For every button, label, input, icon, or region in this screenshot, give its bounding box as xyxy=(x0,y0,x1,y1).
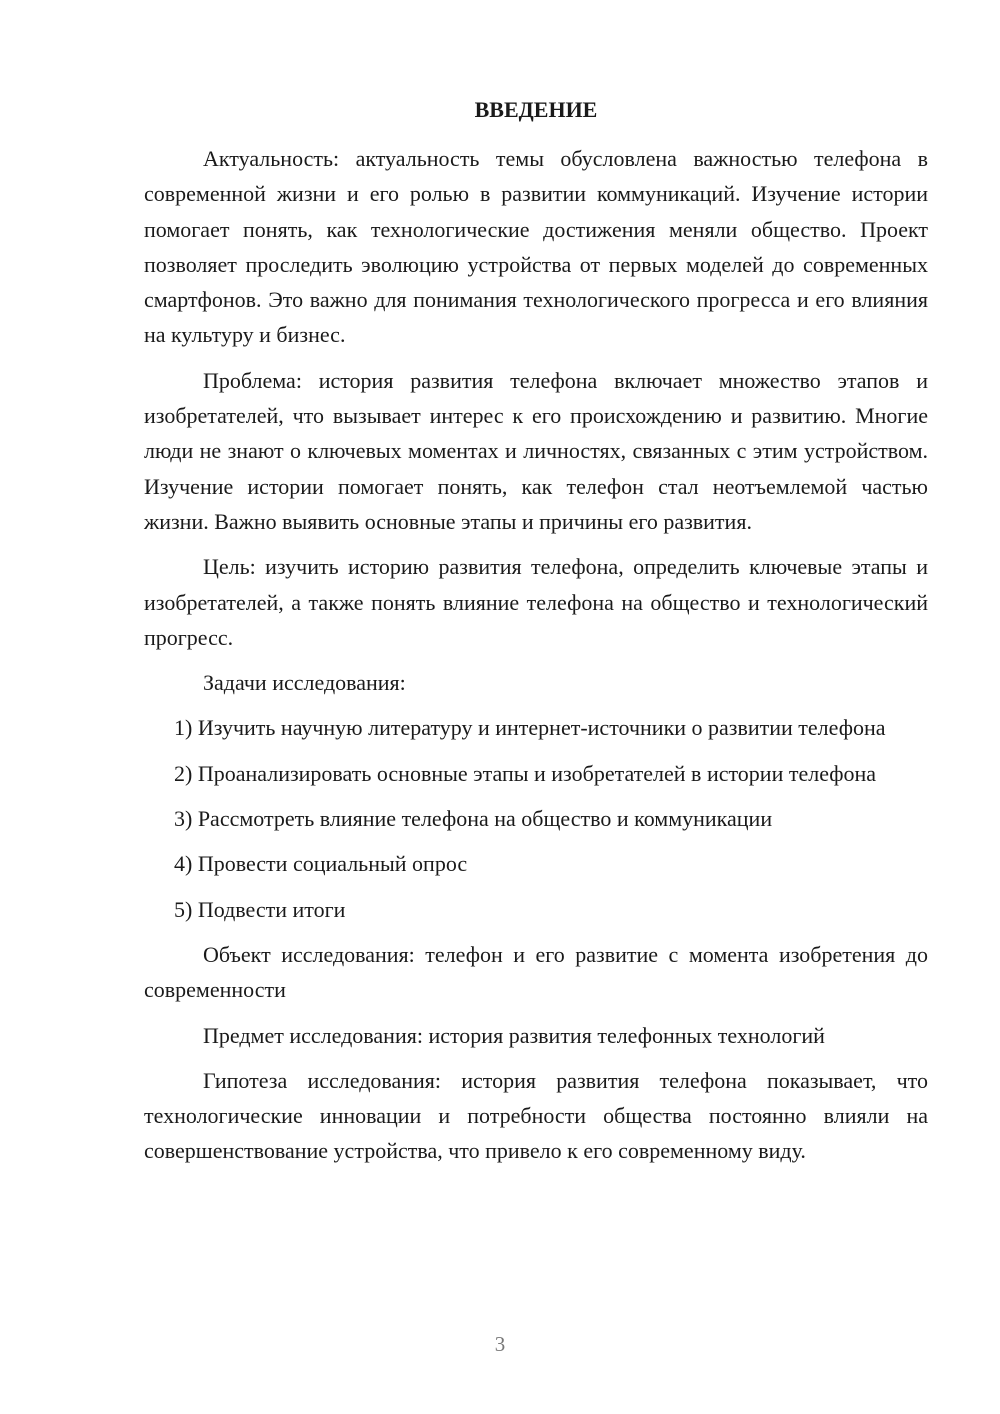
task-item-4: 4) Провести социальный опрос xyxy=(174,851,468,877)
section-title: ВВЕДЕНИЕ xyxy=(474,97,598,122)
paragraph-object: Объект исследования: телефон и его развитие с момента изобретения до современности xyxy=(144,941,928,1003)
page-content xyxy=(144,92,928,1179)
paragraph-tasks-heading: Задачи исследования: xyxy=(203,670,406,696)
page-number: 3 xyxy=(494,1332,506,1356)
paragraph-goal: Цель: изучить историю развития телефона, определить ключевые этапы и изобретателей, а также понять влияние телефона на общество и технологический прогресс. xyxy=(144,554,928,650)
paragraph-subject: Предмет исследования: история развития телефонных технологий xyxy=(203,1022,825,1048)
task-item-1: 1) Изучить научную литературу и интернет-источники о развитии телефона xyxy=(174,715,886,741)
paragraph-problem: Проблема: история развития телефона включает множество этапов и изобретателей, что вызывает интерес к его происхождению и развитию. Многие люди не знают о ключевых моментах и личностях, связанных с этим устройством. Изучение истории помогает понять, как телефон стал неотъемлемой частью жизни. Важно выявить основные этапы и причины его развития. xyxy=(144,367,928,534)
task-item-3: 3) Рассмотреть влияние телефона на общество и коммуникации xyxy=(174,806,773,832)
task-item-5: 5) Подвести итоги xyxy=(174,896,346,922)
paragraph-relevance: Актуальность: актуальность темы обусловлена важностью телефона в современной жизни и его ролью в развитии коммуникаций. Изучение истории помогает понять, как технологические достижения меняли общество. Проект позволяет проследить эволюцию устройства от первых моделей до современных смартфонов. Это важно для понимания технологического прогресса и его влияния на культуру и бизнес. xyxy=(144,146,928,348)
task-item-2: 2) Проанализировать основные этапы и изобретателей в истории телефона xyxy=(174,760,877,786)
paragraph-hypothesis: Гипотеза исследования: история развития телефона показывает, что технологические инновации и потребности общества постоянно влияли на совершенствование устройства, что привело к его современному виду. xyxy=(144,1067,928,1164)
